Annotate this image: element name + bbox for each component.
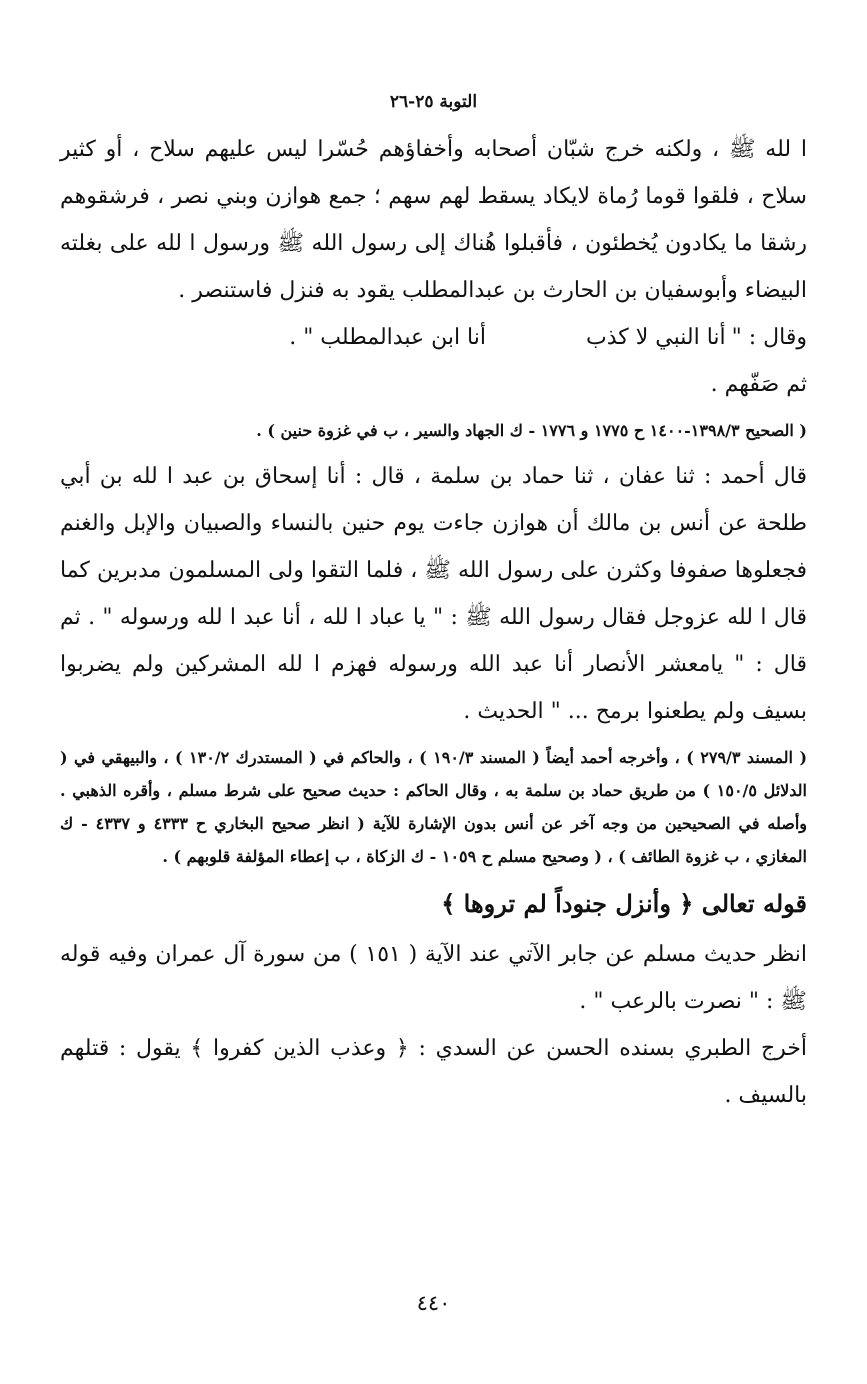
poem-hemistich-second: أنا ابن عبدالمطلب " .: [289, 325, 486, 350]
book-page: [60, 0, 807, 1384]
poem-lead: وقال : ": [731, 325, 807, 350]
commentary-paragraph-1: انظر حديث مسلم عن جابر الآتي عند الآية ( ١٥١ ) من سورة آل عمران وفيه قوله ﷺ : " نصرت بالرعب " .: [60, 942, 807, 1014]
page-number: ٤٤٠: [416, 1291, 451, 1315]
running-head: التوبة ٢٥-٢٦: [389, 92, 478, 112]
narration-paragraph-1: ا لله ﷺ ، ولكنه خرج شبّان أصحابه وأخفاؤهم حُسّرا ليس عليهم سلاح ، أو كثير سلاح ، فلقوا قوما رُماة لايكاد يسقط لهم سهم ؛ جمع هوازن وبني نصر ، فرشقوهم رشقا ما يكادون يُخطئون ، فأقبلوا هُناك إلى رسول الله ﷺ ورسول ا لله على بغلته البيضاء وأبوسفيان بن الحارث بن عبدالمطلب يقود به فنزل فاستنصر .: [60, 137, 807, 303]
reference-note-2: ( المسند ٢٧٩/٣ ) ، وأخرجه أحمد أيضاً ( المسند ١٩٠/٣ ) ، والحاكم في ( المستدرك ١٣٠/٢ ) ، والبيهقي في ( الدلائل ١٥٠/٥ ) من طريق حماد بن سلمة به ، وقال الحاكم : حديث صحيح على شرط مسلم ، وأقره الذهبي . وأصله في الصحيحين من وجه آخر عن أنس بدون الإشارة للآية ( انظر صحيح البخاري ح ٤٣٣٣ و ٤٣٣٧ - ك المغازي ، ب غزوة الطائف ) ، ( وصحيح مسلم ح ١٠٥٩ - ك الزكاة ، ب إعطاء المؤلفة قلوبهم ) .: [60, 748, 808, 866]
poem-hemistich-first: أنا النبي لا كذب: [586, 325, 726, 350]
poem-verse: [60, 314, 807, 361]
narration-paragraph-2: ثم صَفّهم .: [710, 372, 807, 397]
commentary-paragraph-2: أخرج الطبري بسنده الحسن عن السدي : ﴿ وعذب الذين كفروا ﴾ يقول : قتلهم بالسيف .: [60, 1036, 807, 1108]
hadith-paragraph: قال أحمد : ثنا عفان ، ثنا حماد بن سلمة ، قال : أنا إسحاق بن عبد ا لله بن أبي طلحة عن أنس بن مالك أن هوازن جاءت يوم حنين بالنساء والصبيان والإبل والغنم فجعلوها صفوفا وكثرن على رسول الله ﷺ ، فلما التقوا ولى المسلمون مدبرين كما قال ا لله عزوجل فقال رسول الله ﷺ : " يا عباد ا لله ، أنا عبد ا لله ورسوله " . ثم قال : " يامعشر الأنصار أنا عبد الله ورسوله فهزم ا لله المشركين ولم يضربوا بسيف ولم يطعنوا برمح ... " الحديث .: [60, 464, 807, 724]
verse-heading: قوله تعالى ﴿ وأنزل جنوداً لم تروها ﴾: [441, 889, 807, 918]
page-content: [60, 126, 807, 1119]
reference-note-1: ( الصحيح ١٣٩٨/٣-١٤٠٠ ح ١٧٧٥ و ١٧٧٦ - ك الجهاد والسير ، ب في غزوة حنين ) .: [256, 421, 807, 440]
